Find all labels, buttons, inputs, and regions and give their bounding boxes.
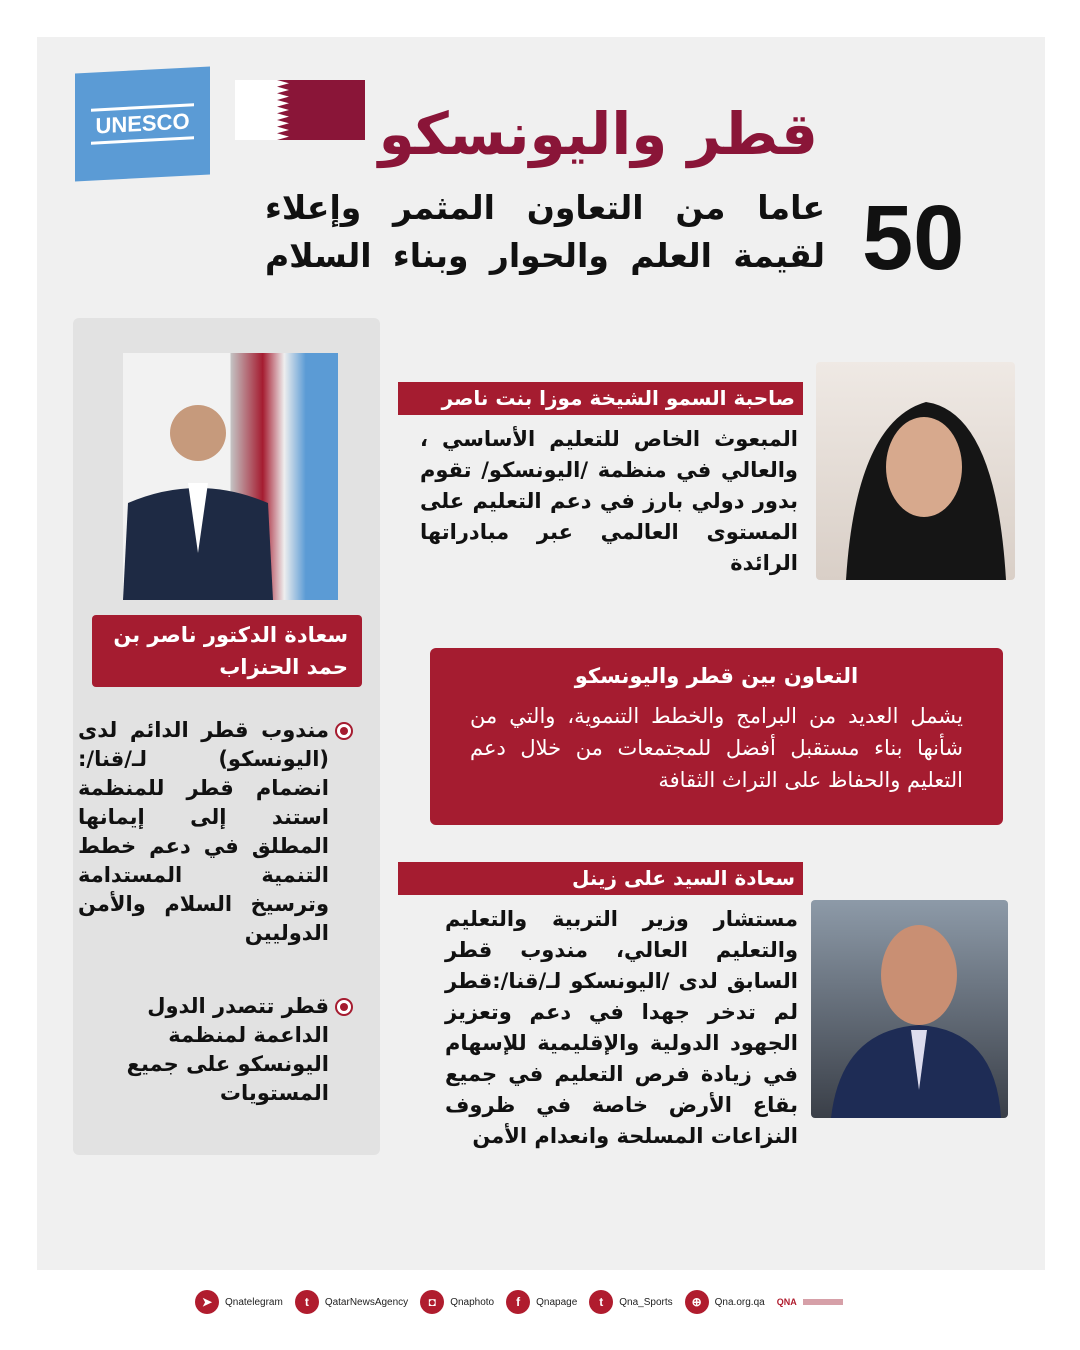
instagram-icon: ◘ (420, 1290, 444, 1314)
moza-text: المبعوث الخاص للتعليم الأساسي ، والعالي في منظمة /اليونسكو/ تقوم بدور دولي بارز في دعم التعليم على المستوى العالمي عبر مبادراتها الرائدة (420, 427, 798, 575)
telegram-icon: ➤ (195, 1290, 219, 1314)
zainal-photo (811, 900, 1008, 1118)
bullet-icon (335, 998, 353, 1016)
subtitle-line: لقيمة العلم والحوار وبناء السلام (265, 236, 825, 275)
twitter-link[interactable]: t QatarNewsAgency (295, 1290, 408, 1314)
footer-social-links (195, 1290, 843, 1314)
bullet-item: قطر تتصدر الدول الداعمة لمنظمة اليونسكو على جميع المستويات (78, 992, 353, 1108)
facebook-icon: f (506, 1290, 530, 1314)
website-link[interactable]: ⊕ Qna.org.qa (685, 1290, 765, 1314)
bullet-list (78, 716, 353, 1108)
ambassador-photo (123, 353, 338, 600)
ambassador-name-banner (92, 615, 362, 687)
instagram-link[interactable]: ◘ Qnaphoto (420, 1290, 494, 1314)
moza-photo (816, 362, 1015, 580)
bullet-icon (335, 722, 353, 740)
unesco-logo: UNESCO (91, 103, 193, 144)
telegram-link[interactable]: ➤ Qnatelegram (195, 1290, 283, 1314)
cooperation-text: يشمل العديد من البرامج والخطط التنموية، والتي من شأنها بناء مستقبل أفضل للمجتمعات من خلال دعم التعليم والحفاظ على التراث الثقافة (470, 704, 963, 792)
page-title: قطر واليونسكو (378, 100, 818, 168)
qatar-flag (235, 80, 365, 140)
cooperation-box (430, 648, 1003, 825)
bullet-item: مندوب قطر الدائم لدى (اليونسكو) لـ/قنا/: انضمام قطر للمنظمة استند إلى إيمانها المطلق في دعم خطط التنمية المستدامة وترسيخ السلام والأمن الدوليين (78, 716, 353, 948)
name-line: سعادة الدكتور ناصر بن (113, 623, 348, 647)
twitter-sports-link[interactable]: t Qna_Sports (589, 1290, 672, 1314)
cooperation-title: التعاون بين قطر واليونسكو (574, 664, 859, 688)
years-number: 50 (862, 187, 965, 289)
subtitle (265, 184, 825, 280)
unesco-flag (75, 66, 210, 181)
subtitle-line: عاما من التعاون المثمر وإعلاء (265, 188, 825, 227)
qna-logo: QNA (777, 1297, 843, 1307)
zainal-name-banner: سعادة السيد على زينل (398, 862, 803, 895)
twitter-icon: t (589, 1290, 613, 1314)
twitter-icon: t (295, 1290, 319, 1314)
globe-icon: ⊕ (685, 1290, 709, 1314)
moza-name-banner: صاحبة السمو الشيخة موزا بنت ناصر (398, 382, 803, 415)
name-line: حمد الحنزاب (219, 655, 348, 679)
facebook-link[interactable]: f Qnapage (506, 1290, 577, 1314)
zainal-text: مستشار وزير التربية والتعليم والتعليم العالي، مندوب قطر السابق لدى /اليونسكو لـ/قنا/:قطر لم تدخر جهدا في دعم وتعزيز الجهود الدولية والإقليمية للإسهام في زيادة فرص التعليم في جميع بقاع الأرض خاصة في ظروف النزاعات المسلحة وانعدام الأمن (445, 907, 798, 1148)
